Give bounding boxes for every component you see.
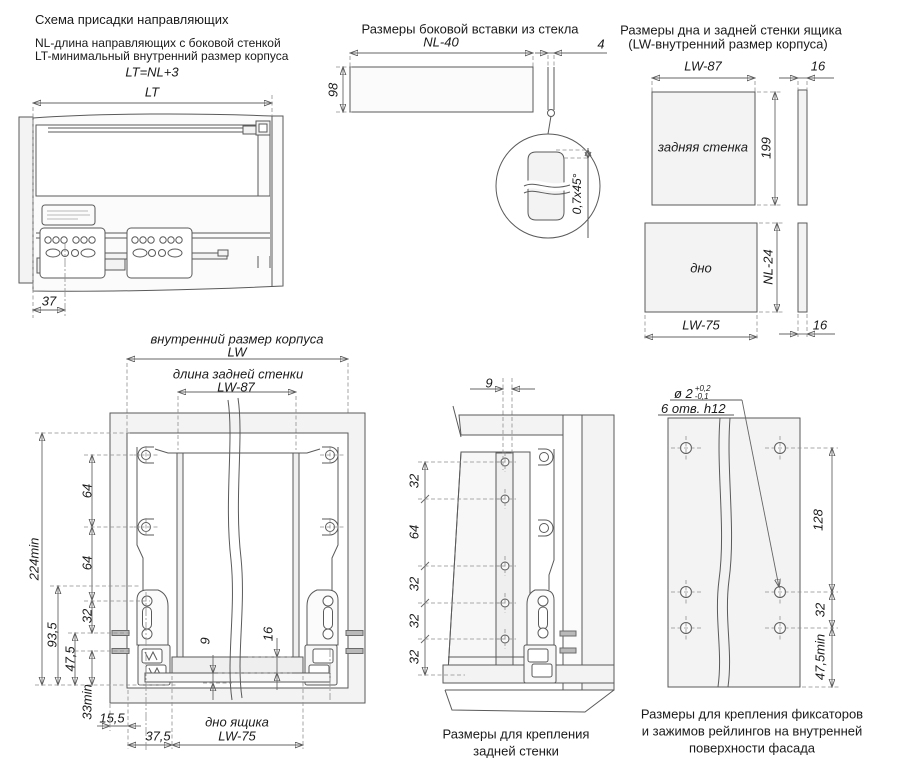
scheme-title: Схема присадки направляющих xyxy=(35,12,229,27)
dim-16-back: 16 xyxy=(810,58,826,74)
hole-diameter: ø 2 xyxy=(674,385,693,401)
dim-128: 128 xyxy=(810,509,826,531)
dim-64-bf: 64 xyxy=(406,524,422,540)
dim-15-5: 15,5 xyxy=(99,710,125,726)
dim-nl40: NL-40 xyxy=(423,34,459,50)
main-lw-caption: внутренний размер корпуса xyxy=(150,331,324,347)
scheme-note-lt: LT-минимальный внутренний размер корпуса xyxy=(35,49,289,63)
dim-93-5: 93,5 xyxy=(44,622,60,648)
hole-count: 6 отв. h12 xyxy=(661,401,726,416)
dim-16-bottom: 16 xyxy=(812,317,828,333)
main-backlen-caption: длина задней стенки xyxy=(172,366,304,382)
rail-scheme-drawing xyxy=(19,95,283,318)
back-wall-label: задняя стенка xyxy=(657,139,749,155)
dim-4: 4 xyxy=(597,36,605,52)
backbottom-title-1: Размеры дна и задней стенки ящика xyxy=(620,22,842,38)
dim-64-a: 64 xyxy=(79,483,95,499)
dim-lw75-bottom: LW-75 xyxy=(682,317,720,333)
dim-37: 37 xyxy=(41,293,57,309)
dim-nl24: NL-24 xyxy=(760,249,776,285)
bottom-panel-label: дно xyxy=(690,260,712,276)
hole-tol-plus: +0,2 xyxy=(694,384,711,393)
backfix-caption-2: задней стенки xyxy=(473,743,559,759)
dim-32-bf-2: 32 xyxy=(406,576,422,592)
dim-32-bf-4: 32 xyxy=(406,649,422,665)
facade-caption-1: Размеры для крепления фиксаторов xyxy=(640,706,864,722)
facade-caption-2: и зажимов рейлингов на внутренней xyxy=(641,723,863,739)
dim-lw87-main: LW-87 xyxy=(217,379,255,395)
hole-tol-minus: -0,1 xyxy=(694,392,709,401)
dim-16-main: 16 xyxy=(260,626,276,642)
drawer-bottom-label: дно ящика xyxy=(205,714,269,730)
dim-32-bf-1: 32 xyxy=(406,473,422,489)
back-and-bottom-drawing xyxy=(645,78,835,341)
dim-lw75-main: LW-75 xyxy=(218,728,256,744)
dim-37-5: 37,5 xyxy=(145,728,171,744)
dim-33min: 33min xyxy=(79,684,95,720)
dim-32-bf-3: 32 xyxy=(406,613,422,629)
dim-lw: LW xyxy=(227,344,247,360)
glass-insert-drawing xyxy=(336,53,607,238)
dim-chamfer: 0,7x45° xyxy=(570,173,584,215)
back-fixing-drawing xyxy=(418,375,614,712)
dim-32-main: 32 xyxy=(79,608,95,624)
dim-64-b: 64 xyxy=(79,555,95,571)
scheme-formula: LT=NL+3 xyxy=(125,64,179,80)
hole-spec xyxy=(674,385,711,401)
dim-9-main: 9 xyxy=(197,637,213,645)
dim-224min: 224min xyxy=(26,537,42,581)
backbottom-title-2: (LW-внутренний размер корпуса) xyxy=(628,36,828,52)
dim-lw87-back: LW-87 xyxy=(684,58,722,74)
dim-lt: LT xyxy=(144,84,160,100)
dim-47-5: 47,5 xyxy=(62,646,78,672)
scheme-note-nl: NL-длина направляющих с боковой стенкой xyxy=(35,36,281,50)
hole-tolerance xyxy=(695,385,711,401)
dim-199: 199 xyxy=(758,137,774,159)
facade-caption-3: поверхности фасада xyxy=(688,740,816,756)
dim-9-backfix: 9 xyxy=(485,375,493,391)
dim-98: 98 xyxy=(325,82,341,98)
backfix-caption-1: Размеры для крепления xyxy=(442,726,590,742)
dim-32-facade: 32 xyxy=(812,602,828,618)
glass-title: Размеры боковой вставки из стекла xyxy=(361,21,579,37)
dim-47-5min: 47,5min xyxy=(812,633,828,681)
